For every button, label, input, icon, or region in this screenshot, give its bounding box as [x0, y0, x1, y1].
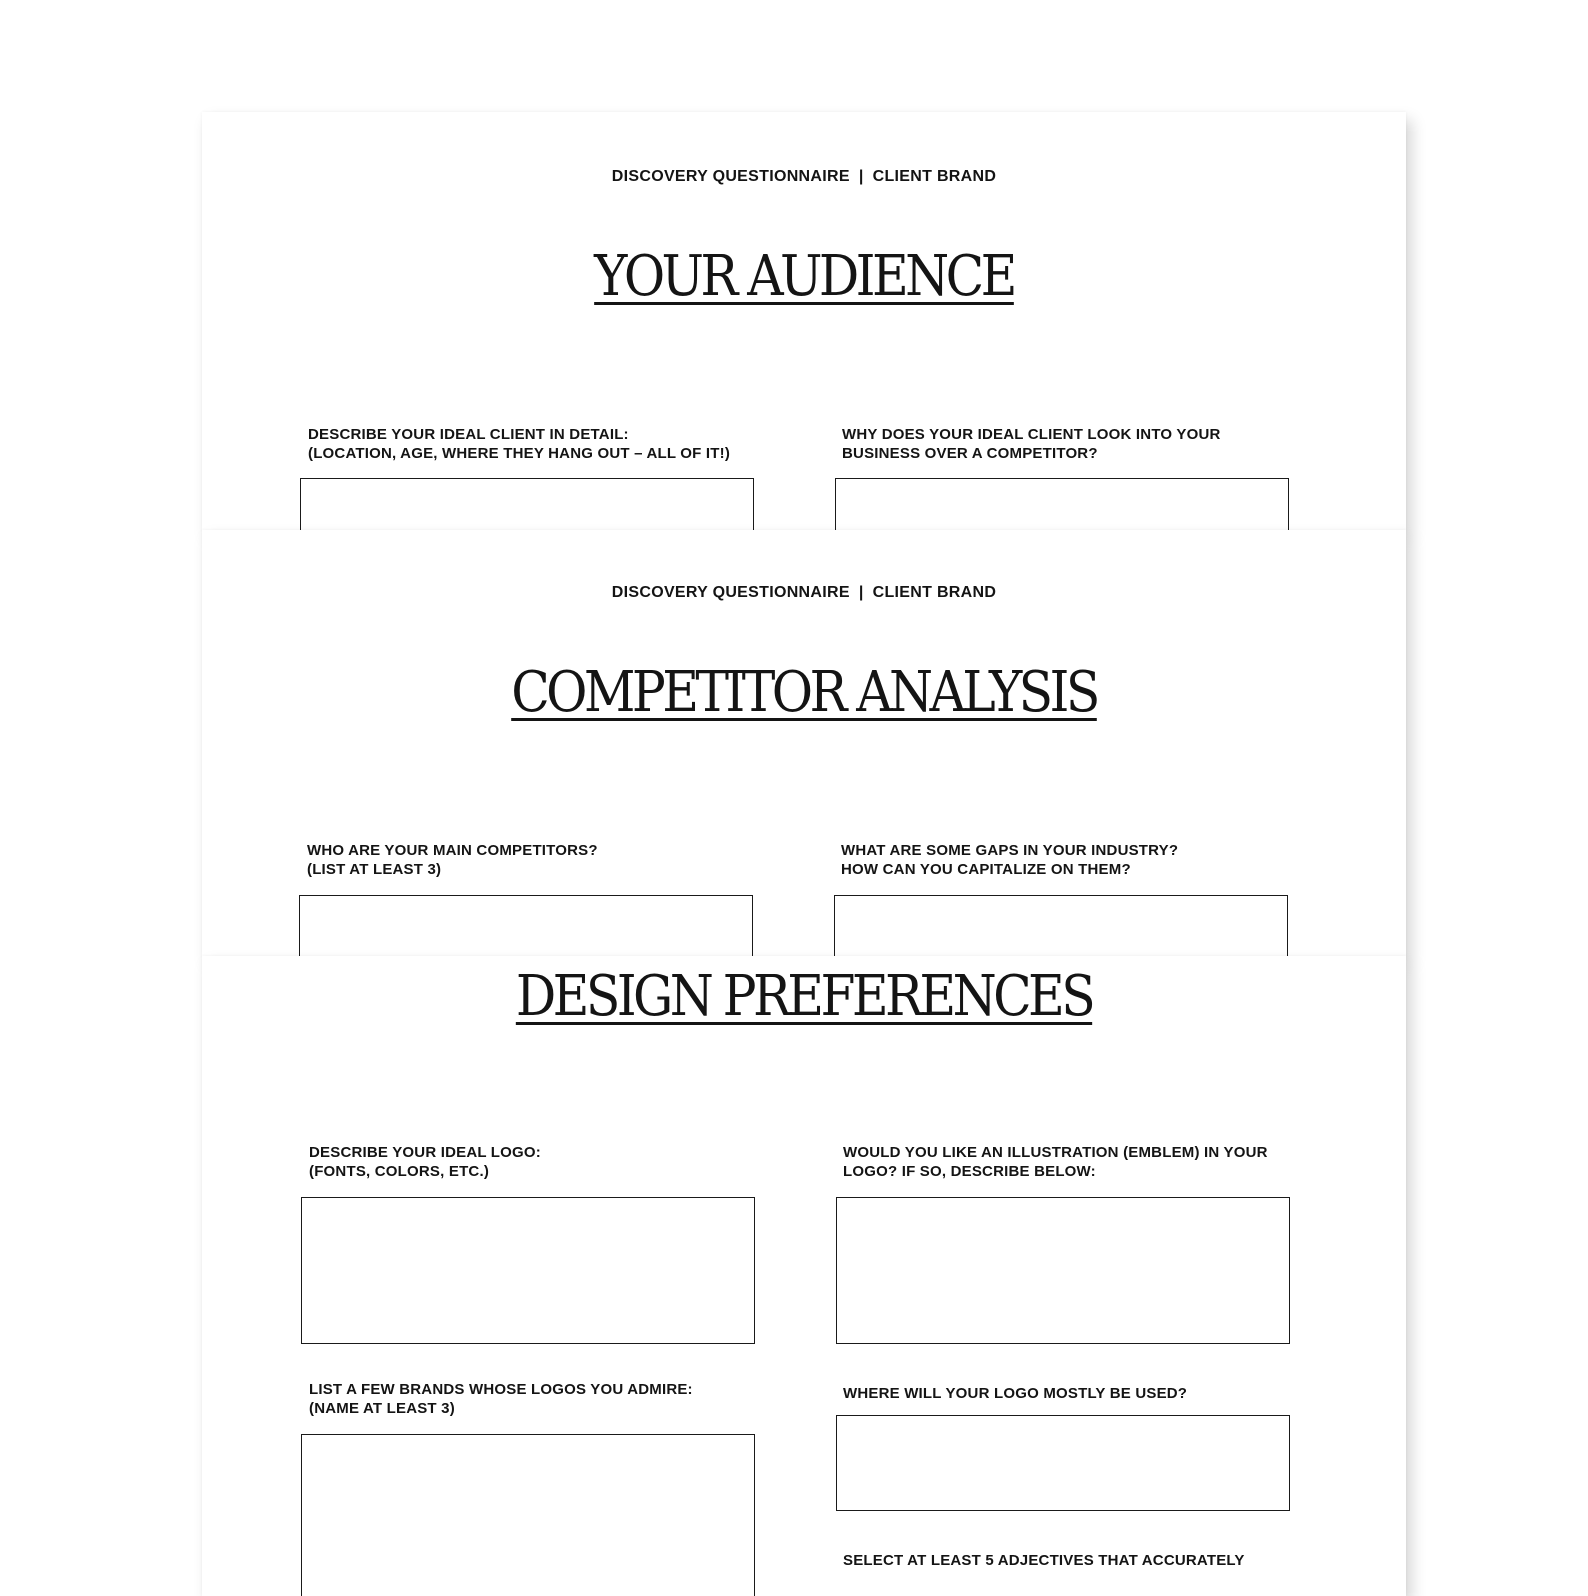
page-design-preferences [202, 956, 1406, 1596]
question-line: WHO ARE YOUR MAIN COMPETITORS? [307, 842, 598, 859]
question-line: SELECT AT LEAST 5 ADJECTIVES THAT ACCURATELY [843, 1552, 1245, 1569]
question-line: LIST A FEW BRANDS WHOSE LOGOS YOU ADMIRE: [309, 1381, 693, 1398]
header-separator: | [858, 168, 864, 185]
answer-box-ideal-client[interactable] [300, 478, 754, 531]
question-line: (LOCATION, AGE, WHERE THEY HANG OUT – ALL OF IT!) [308, 445, 731, 462]
answer-box-why-choose-you[interactable] [835, 478, 1289, 531]
answer-box-main-competitors[interactable] [299, 895, 753, 957]
question-line: WHERE WILL YOUR LOGO MOSTLY BE USED? [843, 1385, 1188, 1402]
question-line: LOGO? IF SO, DESCRIBE BELOW: [843, 1163, 1096, 1180]
page-competitor-analysis [202, 530, 1406, 957]
section-title: YOUR AUDIENCE [594, 244, 1014, 309]
answer-box-ideal-logo[interactable] [301, 1197, 755, 1344]
question-line: BUSINESS OVER A COMPETITOR? [842, 445, 1098, 462]
page-header [202, 584, 1406, 602]
section-title: COMPETITOR ANALYSIS [511, 660, 1097, 725]
question-line: WHAT ARE SOME GAPS IN YOUR INDUSTRY? [841, 842, 1179, 859]
question-line: HOW CAN YOU CAPITALIZE ON THEM? [841, 861, 1131, 878]
answer-box-admired-brands[interactable] [301, 1434, 755, 1596]
header-separator: | [858, 584, 864, 601]
question-illustration-emblem [843, 1143, 1268, 1181]
question-admired-brands [309, 1380, 693, 1418]
header-questionnaire-label: DISCOVERY QUESTIONNAIRE [611, 168, 850, 185]
question-line: (LIST AT LEAST 3) [307, 861, 442, 878]
question-line: WHY DOES YOUR IDEAL CLIENT LOOK INTO YOUR [842, 426, 1221, 443]
question-ideal-client [308, 425, 730, 463]
answer-box-illustration-emblem[interactable] [836, 1197, 1290, 1344]
answer-box-industry-gaps[interactable] [834, 895, 1288, 957]
page-header [202, 168, 1406, 186]
answer-box-logo-usage[interactable] [836, 1415, 1290, 1511]
question-why-choose-you [842, 425, 1221, 463]
question-logo-usage [843, 1384, 1187, 1403]
question-main-competitors [307, 841, 598, 879]
question-adjectives [843, 1551, 1245, 1570]
question-line: WOULD YOU LIKE AN ILLUSTRATION (EMBLEM) IN YOUR [843, 1144, 1268, 1161]
question-line: (NAME AT LEAST 3) [309, 1400, 455, 1417]
section-title: DESIGN PREFERENCES [515, 964, 1093, 1029]
page-your-audience [202, 112, 1406, 531]
header-brand-label: CLIENT BRAND [872, 168, 997, 185]
question-industry-gaps [841, 841, 1178, 879]
question-line: DESCRIBE YOUR IDEAL LOGO: [309, 1144, 541, 1161]
header-questionnaire-label: DISCOVERY QUESTIONNAIRE [611, 584, 850, 601]
question-line: DESCRIBE YOUR IDEAL CLIENT IN DETAIL: [308, 426, 629, 443]
header-brand-label: CLIENT BRAND [872, 584, 997, 601]
question-ideal-logo [309, 1143, 541, 1181]
question-line: (FONTS, COLORS, ETC.) [309, 1163, 490, 1180]
